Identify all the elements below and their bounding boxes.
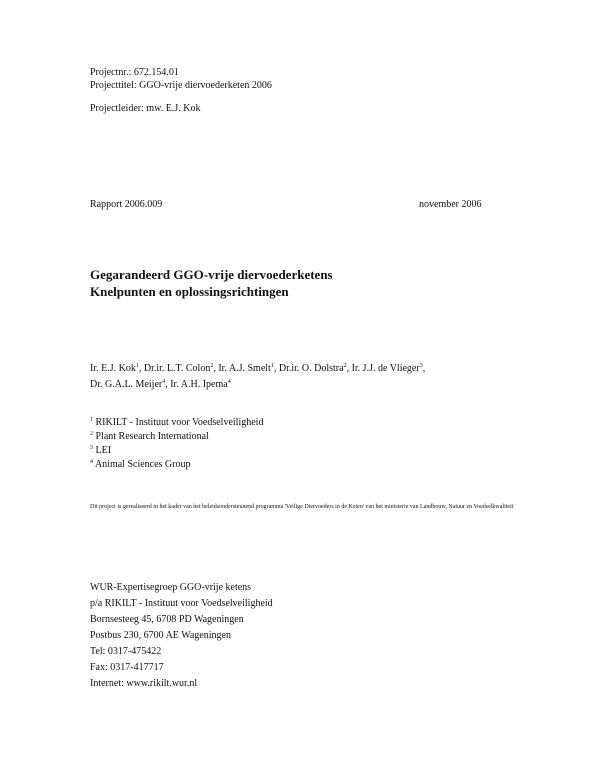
project-title: Projecttitel: GGO-vrije diervoederketen 2006 bbox=[90, 80, 272, 91]
affiliation-name: Animal Sciences Group bbox=[94, 459, 191, 470]
author-name: Dr.ir. L.T. Colon bbox=[143, 363, 211, 374]
author-affiliation-mark: 4 bbox=[227, 379, 231, 385]
affiliation-name: LEI bbox=[95, 445, 112, 456]
affiliation-item bbox=[90, 416, 263, 430]
contact-po-box: Postbus 230, 6700 AE Wageningen bbox=[90, 630, 231, 641]
author-line-1 bbox=[90, 360, 425, 377]
affiliation-number: 4 bbox=[90, 459, 93, 465]
contact-street-address: Bornsesteeg 45, 6708 PD Wageningen bbox=[90, 614, 244, 625]
author-name: Ir. E.J. Kok bbox=[90, 363, 136, 374]
document-subtitle: Knelpunten en oplossingsrichtingen bbox=[90, 284, 289, 299]
affiliation-number: 1 bbox=[90, 417, 93, 423]
author-affiliation-mark: 1 bbox=[135, 363, 139, 369]
affiliation-number: 2 bbox=[90, 431, 93, 437]
project-number: Projectnr.: 672.154.01 bbox=[90, 67, 179, 78]
report-date: november 2006 bbox=[419, 199, 482, 210]
author-separator: , bbox=[213, 363, 219, 374]
author-separator: , bbox=[165, 379, 171, 390]
author-name: Dr.ir. O. Dolstra bbox=[278, 363, 344, 374]
author-name: Ir. J.J. de Vlieger bbox=[351, 363, 420, 374]
contact-website: Internet: www.rikilt.wur.nl bbox=[90, 678, 198, 689]
author-affiliation-mark: 4 bbox=[162, 379, 166, 385]
program-note: Dit project is gerealiseerd in het kader van het beleidsondersteunend programma 'Veilige Diervoeders in de Keten' van het ministerie van Landbouw, Natuur en Voedselkwaliteit bbox=[90, 504, 514, 510]
affiliation-name: RIKILT - Instituut voor Voedselveiligheid bbox=[95, 417, 264, 428]
author-name: Ir. A.H. Ipema bbox=[170, 379, 228, 390]
contact-fax: Fax: 0317-417717 bbox=[90, 662, 164, 673]
contact-telephone: Tel: 0317-475422 bbox=[90, 646, 162, 657]
author-affiliation-mark: 2 bbox=[210, 363, 214, 369]
project-leader: Projectleider: mw. E.J. Kok bbox=[90, 103, 201, 114]
author-name: Dr. G.A.L. Meijer bbox=[90, 379, 163, 390]
affiliation-item bbox=[90, 444, 111, 458]
author-separator: , bbox=[346, 363, 352, 374]
author-affiliation-mark: 2 bbox=[343, 363, 347, 369]
author-separator: , bbox=[422, 363, 426, 374]
document-title: Gegarandeerd GGO-vrije diervoederketens bbox=[90, 267, 333, 282]
author-affiliation-mark: 3 bbox=[419, 363, 423, 369]
affiliation-number: 3 bbox=[90, 445, 93, 451]
author-affiliation-mark: 1 bbox=[270, 363, 274, 369]
report-number: Rapport 2006.009 bbox=[90, 199, 163, 210]
affiliation-item bbox=[90, 430, 209, 444]
affiliation-name: Plant Research International bbox=[95, 431, 209, 442]
affiliation-item bbox=[90, 458, 191, 472]
author-line-2 bbox=[90, 376, 231, 393]
contact-organization: WUR-Expertisegroep GGO-vrije ketens bbox=[90, 582, 252, 593]
author-separator: , bbox=[273, 363, 279, 374]
author-name: Ir. A.J. Smelt bbox=[218, 363, 271, 374]
contact-care-of: p/a RIKILT - Instituut voor Voedselveiligheid bbox=[90, 598, 273, 609]
author-separator: , bbox=[138, 363, 144, 374]
